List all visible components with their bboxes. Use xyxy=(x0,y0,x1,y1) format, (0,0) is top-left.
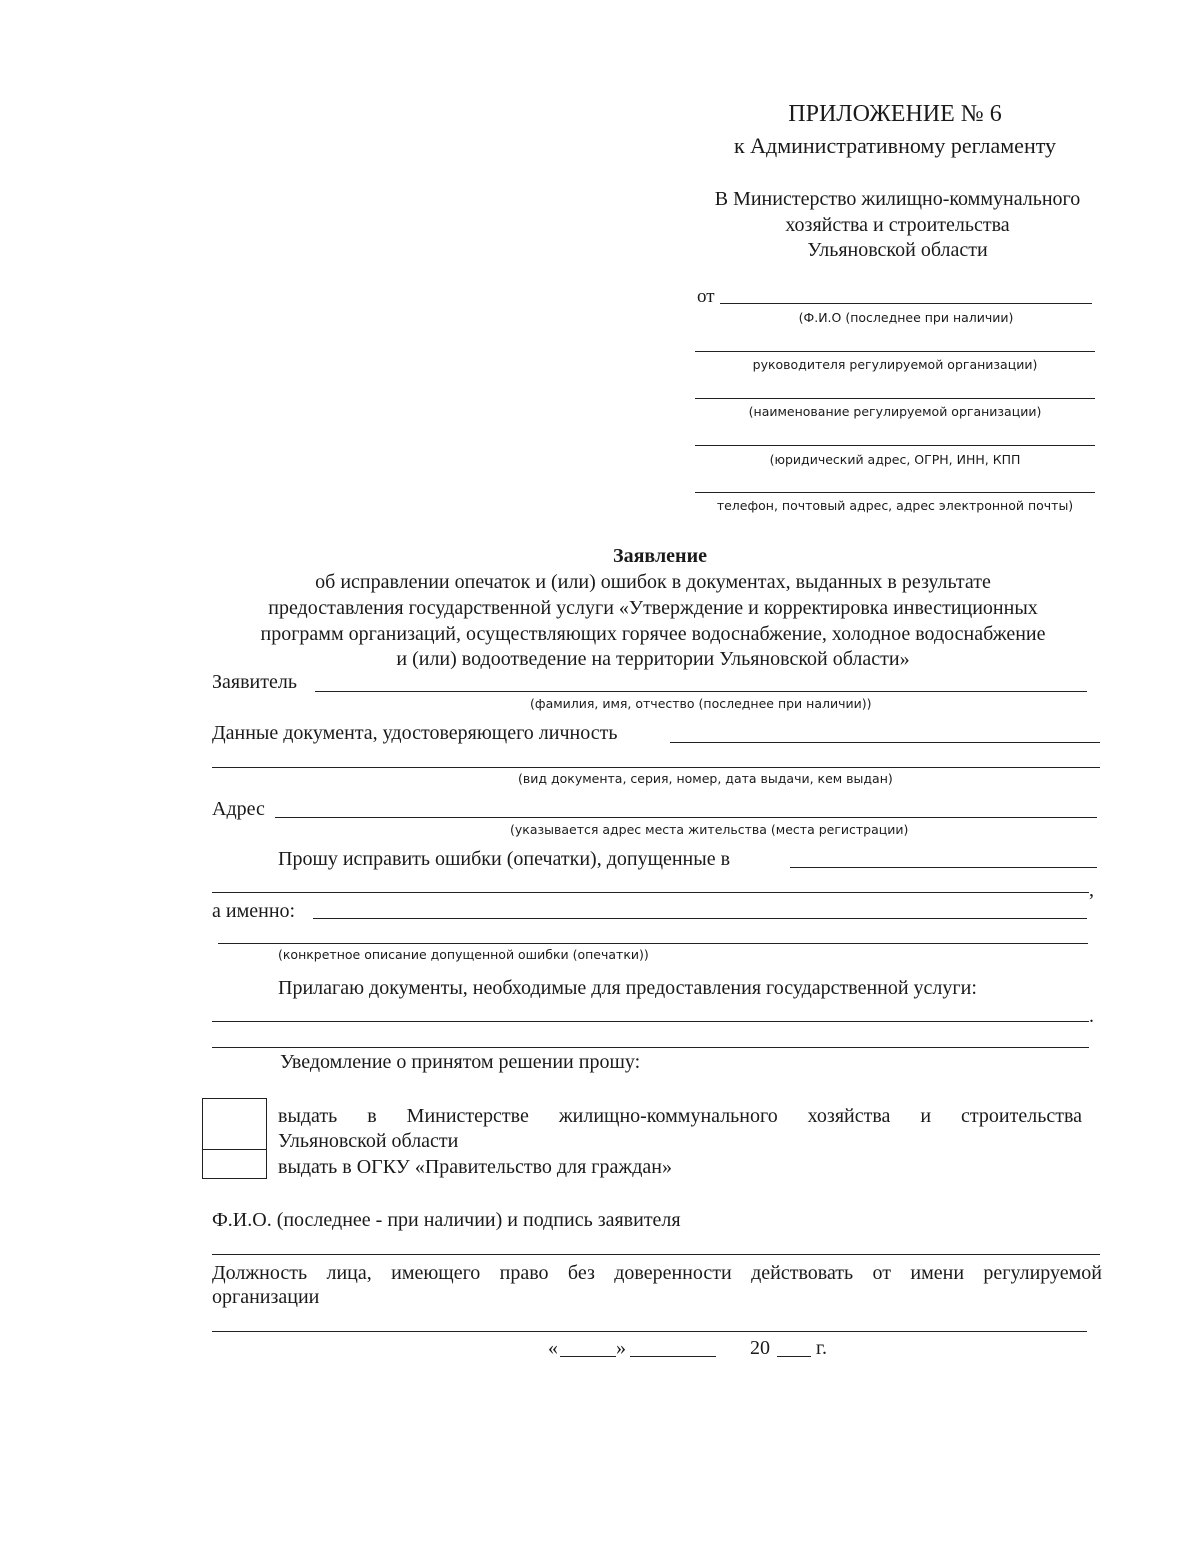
notification-label: Уведомление о принятом решении прошу: xyxy=(280,1051,641,1073)
id-doc-field-2[interactable] xyxy=(212,767,1100,768)
date-open-quote: « xyxy=(548,1337,558,1359)
namely-hint: (конкретное описание допущенной ошибки (опечатки)) xyxy=(278,947,649,962)
comma: , xyxy=(1089,879,1094,901)
correct-label: Прошу исправить ошибки (опечатки), допущенные в xyxy=(278,848,731,870)
hint-contacts: телефон, почтовый адрес, адрес электронной почты) xyxy=(716,498,1074,513)
id-doc-hint: (вид документа, серия, номер, дата выдачи, кем выдан) xyxy=(518,771,893,786)
applicant-field[interactable] xyxy=(315,691,1087,692)
addressee-line-3: Ульяновской области xyxy=(807,239,988,261)
addressee-line-1: В Министерство жилищно-коммунального xyxy=(714,188,1081,210)
checkbox-ogku[interactable] xyxy=(202,1149,267,1179)
correct-doc-field[interactable] xyxy=(790,867,1097,868)
statement-line-4: и (или) водоотведение на территории Ульяновской области» xyxy=(396,648,910,670)
id-doc-field[interactable] xyxy=(670,742,1100,743)
attach-label: Прилагаю документы, необходимые для предоставления государственной услуги: xyxy=(278,977,977,999)
appendix-title: ПРИЛОЖЕНИЕ № 6 xyxy=(788,101,1002,127)
checkbox-ministry[interactable] xyxy=(202,1098,267,1150)
from-fio-field[interactable] xyxy=(720,303,1092,304)
statement-title: Заявление xyxy=(613,545,707,567)
year-suffix: г. xyxy=(816,1337,827,1359)
hint-legal: (юридический адрес, ОГРН, ИНН, КПП xyxy=(769,452,1021,467)
address-field[interactable] xyxy=(275,817,1097,818)
from-label: от xyxy=(697,286,715,307)
namely-field-2[interactable] xyxy=(218,943,1088,944)
statement-line-1: об исправлении опечаток и (или) ошибок в документах, выданных в результате xyxy=(315,571,991,593)
namely-field[interactable] xyxy=(313,918,1087,919)
statement-line-3: программ организаций, осуществляющих горячее водоснабжение, холодное водоснабжение xyxy=(260,623,1046,645)
org-name-field[interactable] xyxy=(695,398,1095,399)
option-ministry-line-2: Ульяновской области xyxy=(278,1130,459,1152)
address-hint: (указывается адрес места жительства (места регистрации) xyxy=(510,822,909,837)
date-year-field[interactable] xyxy=(777,1356,811,1357)
position-line-1: Должность лица, имеющего право без доверенности действовать от имени регулируемой xyxy=(212,1262,1102,1284)
addressee-line-2: хозяйства и строительства xyxy=(785,214,1010,236)
attach-field[interactable] xyxy=(212,1021,1089,1022)
from-head-field[interactable] xyxy=(695,351,1095,352)
date-close-quote: » xyxy=(616,1337,626,1359)
applicant-hint: (фамилия, имя, отчество (последнее при наличии)) xyxy=(530,696,872,711)
hint-fio: (Ф.И.О (последнее при наличии) xyxy=(798,310,1014,325)
correct-doc-field-2[interactable] xyxy=(212,892,1089,893)
address-label: Адрес xyxy=(212,798,265,820)
namely-label: а именно: xyxy=(212,900,296,922)
period: . xyxy=(1089,1005,1094,1027)
date-day-field[interactable] xyxy=(560,1356,616,1357)
contacts-field[interactable] xyxy=(695,492,1095,493)
appendix-subtitle: к Административному регламенту xyxy=(733,133,1057,158)
hint-org-name: (наименование регулируемой организации) xyxy=(748,404,1042,419)
fio-signature-field[interactable] xyxy=(212,1254,1100,1255)
fio-signature-label: Ф.И.О. (последнее - при наличии) и подпись заявителя xyxy=(212,1209,681,1231)
applicant-label: Заявитель xyxy=(212,671,297,693)
attach-field-2[interactable] xyxy=(212,1047,1089,1048)
option-ogku: выдать в ОГКУ «Правительство для граждан» xyxy=(278,1156,672,1178)
year-prefix: 20 xyxy=(750,1337,770,1359)
position-field[interactable] xyxy=(212,1331,1087,1332)
legal-address-field[interactable] xyxy=(695,445,1095,446)
id-doc-label: Данные документа, удостоверяющего личность xyxy=(212,722,618,744)
position-line-2: организации xyxy=(212,1286,320,1308)
hint-head: руководителя регулируемой организации) xyxy=(752,357,1038,372)
option-ministry-line-1: выдать в Министерстве жилищно-коммунального хозяйства и строительства xyxy=(278,1105,1082,1127)
statement-line-2: предоставления государственной услуги «Утверждение и корректировка инвестиционных xyxy=(268,597,1038,619)
date-month-field[interactable] xyxy=(630,1356,716,1357)
